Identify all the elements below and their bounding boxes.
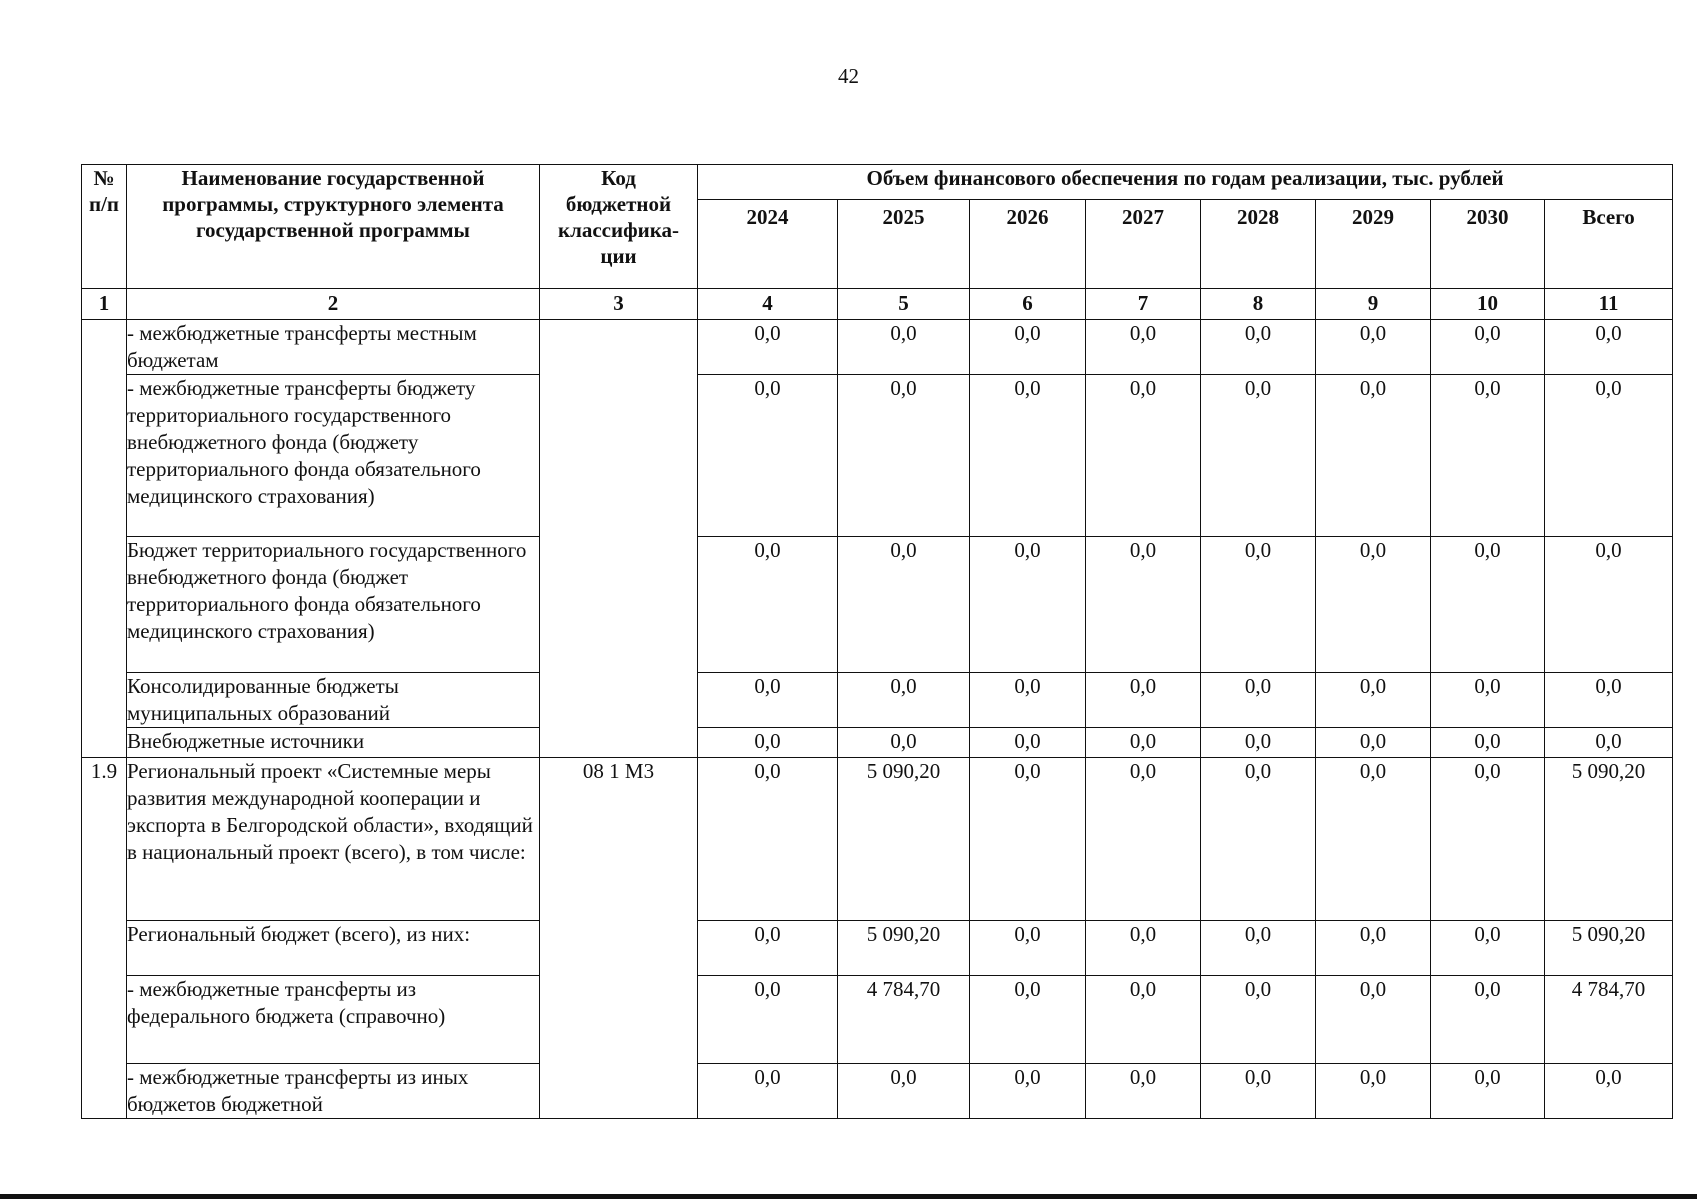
column-number: 10 [1431, 289, 1545, 320]
value-2026: 0,0 [970, 921, 1086, 976]
value-2030: 0,0 [1431, 728, 1545, 758]
value-2030: 0,0 [1431, 976, 1545, 1064]
value-2029: 0,0 [1316, 921, 1431, 976]
value-2029: 0,0 [1316, 728, 1431, 758]
header-num-line2: п/п [88, 192, 120, 216]
value-total: 0,0 [1545, 728, 1673, 758]
header-year-2024: 2024 [698, 200, 838, 289]
value-2029: 0,0 [1316, 320, 1431, 375]
value-2025: 5 090,20 [838, 758, 970, 921]
value-2026: 0,0 [970, 976, 1086, 1064]
table-row [82, 1064, 1673, 1119]
value-2024: 0,0 [698, 375, 838, 537]
value-2024: 0,0 [698, 320, 838, 375]
budget-table [81, 164, 1673, 1119]
header-num [82, 165, 127, 289]
value-2030: 0,0 [1431, 537, 1545, 673]
value-2027: 0,0 [1086, 673, 1201, 728]
column-number: 11 [1545, 289, 1673, 320]
header-year-2025: 2025 [838, 200, 970, 289]
value-2028: 0,0 [1201, 758, 1316, 921]
value-2024: 0,0 [698, 537, 838, 673]
value-2029: 0,0 [1316, 1064, 1431, 1119]
table-row [82, 758, 1673, 921]
value-2029: 0,0 [1316, 375, 1431, 537]
value-2024: 0,0 [698, 728, 838, 758]
value-2026: 0,0 [970, 375, 1086, 537]
value-2028: 0,0 [1201, 921, 1316, 976]
column-number: 2 [127, 289, 540, 320]
value-2028: 0,0 [1201, 537, 1316, 673]
value-2030: 0,0 [1431, 375, 1545, 537]
value-2028: 0,0 [1201, 728, 1316, 758]
value-total: 5 090,20 [1545, 758, 1673, 921]
header-num-line1: № [93, 166, 115, 190]
row-name: Бюджет территориального государственного внебюджетного фонда (бюджет территориального фонда обязательного медицинского страхования) [127, 537, 540, 673]
value-2027: 0,0 [1086, 758, 1201, 921]
value-2030: 0,0 [1431, 921, 1545, 976]
value-2028: 0,0 [1201, 375, 1316, 537]
value-2026: 0,0 [970, 728, 1086, 758]
value-2024: 0,0 [698, 1064, 838, 1119]
column-number: 6 [970, 289, 1086, 320]
value-total: 0,0 [1545, 375, 1673, 537]
row-name: - межбюджетные трансферты из иных бюджетов бюджетной [127, 1064, 540, 1119]
value-2025: 0,0 [838, 320, 970, 375]
value-total: 0,0 [1545, 673, 1673, 728]
header-year-2028: 2028 [1201, 200, 1316, 289]
row-name: - межбюджетные трансферты местным бюджетам [127, 320, 540, 375]
value-total: 0,0 [1545, 1064, 1673, 1119]
value-2027: 0,0 [1086, 921, 1201, 976]
row-name: Консолидированные бюджеты муниципальных образований [127, 673, 540, 728]
value-2026: 0,0 [970, 758, 1086, 921]
budget-code-cell [540, 320, 698, 758]
value-2030: 0,0 [1431, 758, 1545, 921]
column-number-row [82, 289, 1673, 320]
value-2024: 0,0 [698, 976, 838, 1064]
table-row [82, 976, 1673, 1064]
row-number: 1.9 [82, 758, 127, 1119]
value-2027: 0,0 [1086, 375, 1201, 537]
header-year-2027: 2027 [1086, 200, 1201, 289]
column-number: 9 [1316, 289, 1431, 320]
value-total: 4 784,70 [1545, 976, 1673, 1064]
header-name: Наименование государственной программы, структурного элемента государственной программы [127, 165, 540, 289]
header-funding: Объем финансового обеспечения по годам реализации, тыс. рублей [698, 165, 1673, 200]
value-2027: 0,0 [1086, 1064, 1201, 1119]
column-number: 8 [1201, 289, 1316, 320]
budget-code: 08 1 М3 [540, 758, 698, 1119]
column-number: 5 [838, 289, 970, 320]
page-number: 42 [838, 64, 859, 88]
table-row [82, 320, 1673, 375]
value-2027: 0,0 [1086, 320, 1201, 375]
column-number: 4 [698, 289, 838, 320]
value-2027: 0,0 [1086, 537, 1201, 673]
row-name: Региональный проект «Системные меры развития международной кооперации и экспорта в Белгородской области», входящий в национальный проект (всего), в том числе: [127, 758, 540, 921]
value-total: 0,0 [1545, 320, 1673, 375]
header-total: Всего [1545, 200, 1673, 289]
value-2029: 0,0 [1316, 758, 1431, 921]
value-total: 5 090,20 [1545, 921, 1673, 976]
value-2025: 0,0 [838, 375, 970, 537]
row-name: - межбюджетные трансферты бюджету территориального государственного внебюджетного фонда (бюджету территориального фонда обязательного медицинского страхования) [127, 375, 540, 537]
header-year-2026: 2026 [970, 200, 1086, 289]
column-number: 1 [82, 289, 127, 320]
value-2026: 0,0 [970, 1064, 1086, 1119]
value-2024: 0,0 [698, 921, 838, 976]
value-2025: 0,0 [838, 728, 970, 758]
table-row [82, 921, 1673, 976]
table-row [82, 673, 1673, 728]
row-name: Внебюджетные источники [127, 728, 540, 758]
value-total: 0,0 [1545, 537, 1673, 673]
value-2024: 0,0 [698, 673, 838, 728]
value-2026: 0,0 [970, 673, 1086, 728]
value-2025: 0,0 [838, 673, 970, 728]
value-2029: 0,0 [1316, 537, 1431, 673]
value-2026: 0,0 [970, 537, 1086, 673]
table-row [82, 537, 1673, 673]
column-number: 7 [1086, 289, 1201, 320]
table-row [82, 728, 1673, 758]
header-year-2029: 2029 [1316, 200, 1431, 289]
header-code: Код бюджетной классифика-ции [540, 165, 698, 289]
table-row [82, 375, 1673, 537]
row-name: - межбюджетные трансферты из федерального бюджета (справочно) [127, 976, 540, 1064]
value-2025: 0,0 [838, 1064, 970, 1119]
value-2029: 0,0 [1316, 673, 1431, 728]
value-2028: 0,0 [1201, 673, 1316, 728]
value-2030: 0,0 [1431, 1064, 1545, 1119]
column-number: 3 [540, 289, 698, 320]
value-2027: 0,0 [1086, 976, 1201, 1064]
value-2025: 0,0 [838, 537, 970, 673]
value-2025: 4 784,70 [838, 976, 970, 1064]
value-2029: 0,0 [1316, 976, 1431, 1064]
value-2028: 0,0 [1201, 976, 1316, 1064]
value-2028: 0,0 [1201, 1064, 1316, 1119]
scan-edge-line [0, 1194, 1697, 1199]
row-number-cell [82, 320, 127, 758]
value-2027: 0,0 [1086, 728, 1201, 758]
value-2025: 5 090,20 [838, 921, 970, 976]
value-2030: 0,0 [1431, 320, 1545, 375]
value-2026: 0,0 [970, 320, 1086, 375]
value-2030: 0,0 [1431, 673, 1545, 728]
header-year-2030: 2030 [1431, 200, 1545, 289]
row-name: Региональный бюджет (всего), из них: [127, 921, 540, 976]
value-2028: 0,0 [1201, 320, 1316, 375]
value-2024: 0,0 [698, 758, 838, 921]
